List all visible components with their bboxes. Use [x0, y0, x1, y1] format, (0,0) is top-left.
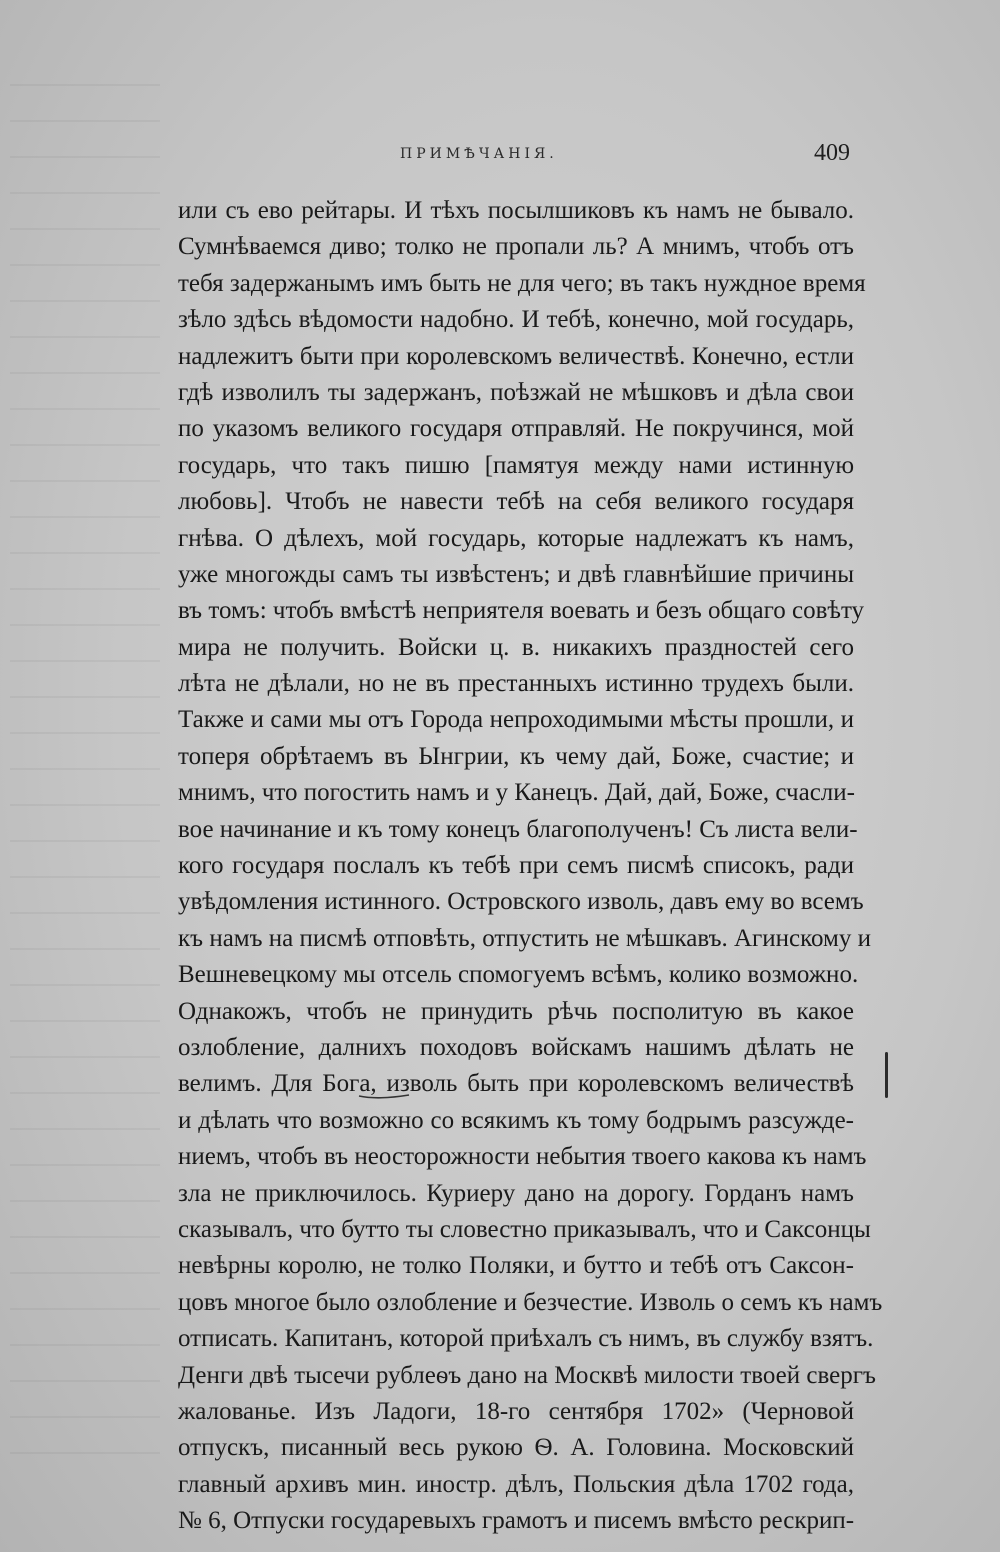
text-line: отпускъ, писанный весь рукою Ѳ. А. Головина. Московский	[178, 1434, 854, 1462]
margin-pencil-mark	[885, 1052, 888, 1098]
text-line: гнѣва. О дѣлехъ, мой государь, которые надлежатъ къ намъ,	[178, 524, 854, 552]
text-line: главный архивъ мин. иностр. дѣлъ, Польския дѣла 1702 года,	[178, 1470, 854, 1498]
text-line: кого государя послалъ къ тебѣ при семъ писмѣ списокъ, ради	[178, 852, 854, 880]
text-line: зла не приключилось. Куриеру дано на дорогу. Горданъ намъ	[178, 1179, 854, 1207]
text-line: по указомъ великого государя отправляй. Не покручинся, мой	[178, 415, 854, 443]
text-line: отписать. Капитанъ, которой приѣхалъ съ нимъ, въ службу взятъ.	[178, 1325, 874, 1353]
text-line: сказывалъ, что бутто ты словестно приказывалъ, что и Саксонцы	[178, 1215, 871, 1243]
text-line: невѣрны королю, не толко Поляки, и бутто и тебѣ отъ Саксон-	[178, 1252, 854, 1280]
text-line: лѣта не дѣлали, но не въ престанныхъ истинно трудехъ были.	[178, 670, 854, 698]
text-line: тебя задержанымъ имъ быть не для чего; въ такъ нуждное время	[178, 269, 866, 297]
text-line: Также и сами мы отъ Города непроходимыми мѣсты прошли, и	[178, 706, 854, 734]
text-line: надлежитъ быти при королевскомъ величествѣ. Конечно, естли	[178, 342, 854, 370]
text-line: озлобление, далнихъ походовъ войскамъ нашимъ дѣлать не	[178, 1033, 854, 1061]
text-line: жалованье. Изъ Ладоги, 18-го сентября 1702» (Черновой	[178, 1397, 854, 1425]
text-line: увѣдомления истинного. Островского изволь, давъ ему во всемъ	[178, 888, 864, 916]
text-line: любовь]. Чтобъ не навести тебѣ на себя великого государя	[178, 488, 854, 516]
page-number: 409	[814, 140, 850, 166]
text-line: въ томъ: чтобъ вмѣстѣ неприятеля воевать и безъ общаго совѣту	[178, 597, 865, 625]
text-line: мнимъ, что погостить намъ и у Канецъ. Дай, дай, Боже, счасли-	[178, 779, 855, 807]
text-line: уже многожды самъ ты извѣстенъ; и двѣ главнѣйшие причины	[178, 560, 854, 588]
text-line: и дѣлать что возможно со всякимъ къ тому бодрымъ разсужде-	[178, 1106, 854, 1134]
text-line: Вешневецкому мы отсель спомогуемъ всѣмъ, колико возможно.	[178, 961, 859, 989]
text-line: мира не получить. Войски ц. в. никакихъ праздностей сего	[178, 633, 854, 661]
text-line: государь, что такъ пишю [памятуя между нами истинную	[178, 451, 854, 479]
text-line: зѣло здѣсь вѣдомости надобно. И тебѣ, конечно, мой государь,	[178, 306, 854, 334]
text-line: № 6, Отпуски государевыхъ грамотъ и писемъ вмѣсто рескрип-	[178, 1507, 855, 1535]
text-line: или съ ево рейтары. И тѣхъ посылшиковъ къ намъ не бывало.	[178, 197, 854, 224]
text-line: цовъ многое было озлобление и безчестие. Изволь о семъ къ намъ	[178, 1288, 883, 1316]
text-line: къ намъ на писмѣ отповѣть, отпустить не мѣшкавъ. Агинскому и	[178, 924, 872, 952]
running-title: ПРИМѢЧАНІЯ.	[400, 146, 558, 162]
pencil-underline-mark	[358, 1093, 410, 1101]
text-line: Однакожъ, чтобъ не принудить рѣчь посполитую въ какое	[178, 997, 854, 1025]
text-line: топеря обрѣтаемъ въ Ынгрии, къ чему дай, Боже, счастие; и	[178, 742, 854, 770]
text-line: вое начинание и къ тому конецъ благополученъ! Съ листа вели-	[178, 815, 858, 843]
text-line: Денги двѣ тысечи рублеѳъ дано на Москвѣ милости твоей свергъ	[178, 1361, 876, 1389]
show-through-texture	[10, 60, 160, 1460]
text-line: велимъ. Для Бога, изволь быть при королевскомъ величествѣ	[178, 1070, 854, 1098]
text-line: Сумнѣваемся диво; толко не пропали ль? А мнимъ, чтобъ отъ	[178, 233, 854, 261]
body-text	[178, 193, 883, 1539]
text-line: ниемъ, чтобъ въ неосторожности небытия твоего какова къ намъ	[178, 1143, 867, 1171]
text-line: гдѣ изволилъ ты задержанъ, поѣзжай не мѣшковъ и дѣла свои	[178, 378, 854, 406]
